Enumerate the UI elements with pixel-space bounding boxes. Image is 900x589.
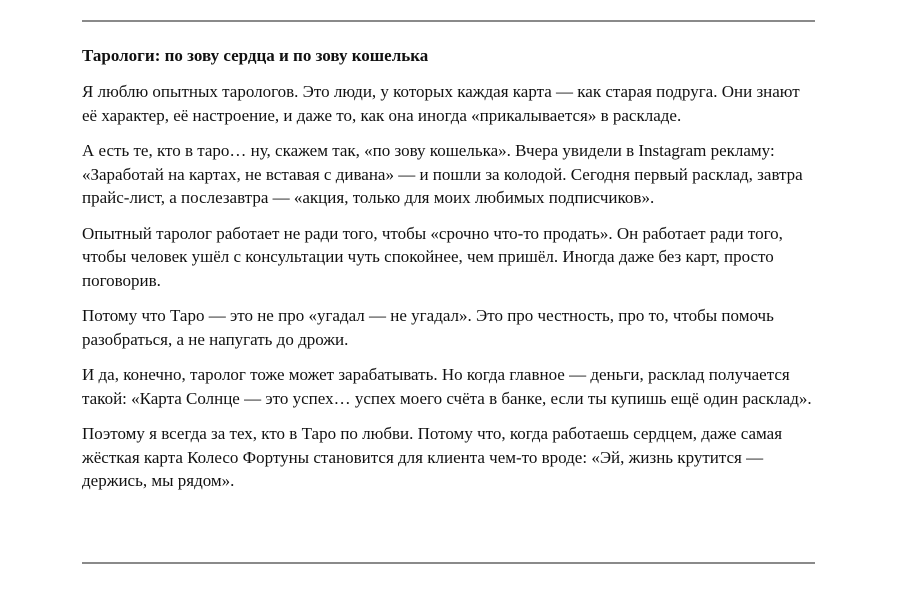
paragraph: Я люблю опытных тарологов. Это люди, у которых каждая карта — как старая подруга. Они знают её характер, её настроение, и даже то, как она иногда «прикалывается» в раскладе.	[82, 82, 800, 125]
paragraph: Потому что Таро — это не про «угадал — не угадал». Это про честность, про то, чтобы помочь разобраться, а не напугать до дрожи.	[82, 306, 774, 349]
paragraph: И да, конечно, таролог тоже может зарабатывать. Но когда главное — деньги, расклад получается такой: «Карта Солнце — это успех… успех моего счёта в банке, если ты купишь ещё один расклад».	[82, 365, 812, 408]
paragraph: Поэтому я всегда за тех, кто в Таро по любви. Потому что, когда работаешь сердцем, даже самая жёсткая карта Колесо Фортуны становится для клиента чем-то вроде: «Эй, жизнь крутится — держись, мы рядом».	[82, 424, 783, 490]
paragraph: А есть те, кто в таро… ну, скажем так, «по зову кошелька». Вчера увидели в Instagram рекламу: «Заработай на картах, не вставая с дивана» — и пошли за колодой. Сегодня первый расклад, завтра прайс-лист, а послезавтра — «акция, только для моих любимых подписчиков».	[82, 141, 803, 207]
top-divider	[82, 20, 815, 22]
article-title: Тарологи: по зову сердца и по зову кошелька	[82, 46, 429, 65]
article	[82, 44, 815, 505]
paragraph: Опытный таролог работает не ради того, чтобы «срочно что-то продать». Он работает ради того, чтобы человек ушёл с консультации чуть спокойнее, чем пришёл. Иногда даже без карт, просто поговорив.	[82, 223, 783, 290]
bottom-divider	[82, 562, 815, 564]
